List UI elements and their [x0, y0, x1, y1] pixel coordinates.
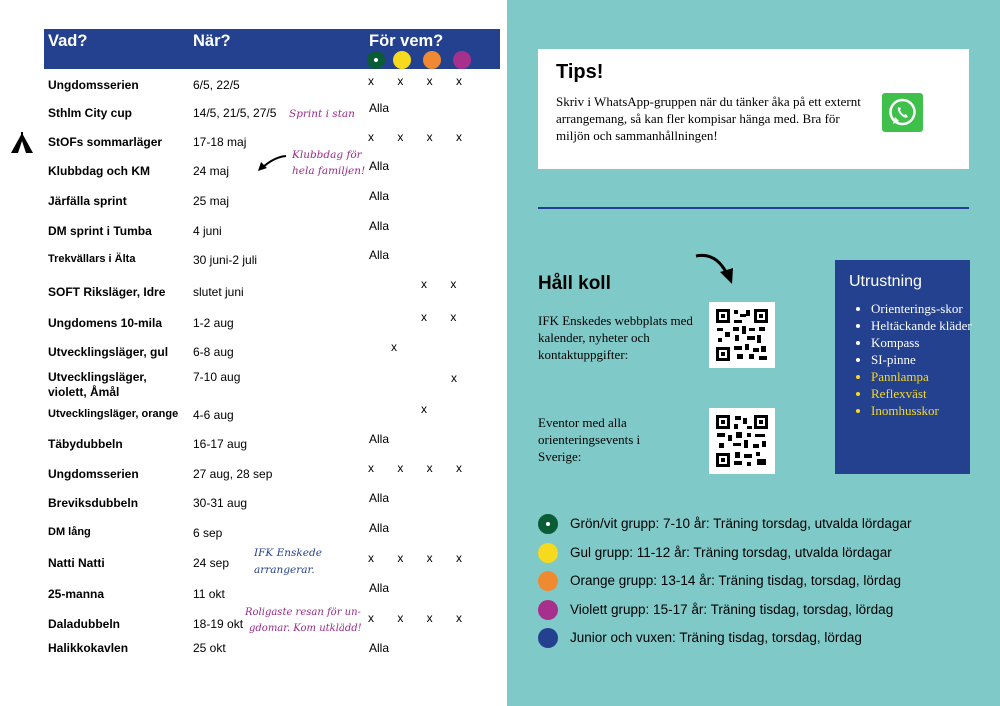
note-klubbdag-2: hela familjen! [292, 165, 366, 177]
list-item: • Orienterings-skor [871, 300, 981, 317]
violet-dot-icon [538, 600, 558, 620]
list-item: • SI-pinne [871, 351, 981, 368]
list-item: • Reflexväst [871, 385, 981, 402]
table-row: SOFT Riksläger, Idre slutet juni x x [48, 277, 457, 299]
green-white-dot-icon [538, 514, 558, 534]
tent-icon [10, 132, 34, 154]
utrustning-title: Utrustning [849, 273, 922, 290]
note-sprint: Sprint i stan [289, 108, 355, 120]
arrow-icon [256, 153, 288, 173]
table-row: Klubbdag och KM 24 maj Alla [48, 159, 390, 178]
violet-dot-icon [453, 51, 471, 69]
table-row: DM sprint i Tumba 4 juni Alla [48, 219, 390, 238]
table-row: Sthlm City cup 14/5, 21/5, 27/5 Alla [48, 101, 390, 120]
qr-code-webbplats[interactable] [709, 302, 775, 368]
legend-item-blue: Junior och vuxen: Träning tisdag, torsdag, lördag [538, 628, 558, 650]
table-row: StOFs sommarläger 17-18 maj x x x x [48, 130, 463, 149]
yellow-dot-icon [538, 543, 558, 563]
orange-dot-icon [423, 51, 441, 69]
legend-item-yellow: Gul grupp: 11-12 år: Träning torsdag, utvalda lördagar [538, 543, 558, 565]
table-row: Ungdomsserien 27 aug, 28 sep x x x x [48, 461, 463, 481]
hall-koll-title: Håll koll [538, 273, 611, 294]
blue-dot-icon [538, 628, 558, 648]
table-row: Trekvällars i Älta 30 juni-2 juli Alla [48, 248, 390, 267]
header-what: Vad? [48, 32, 88, 50]
tips-text: Skriv i WhatsApp-gruppen när du tänker åka på ett externt arrangemang, så kan fler kompisar hänga med. Bra för miljön och sammanhållningen! [556, 94, 861, 143]
list-item: • Pannlampa [871, 368, 981, 385]
note-roligaste-1: Roligaste resan för un- [245, 607, 361, 618]
legend-item-orange: Orange grupp: 13-14 år: Träning tisdag, torsdag, lördag [538, 571, 558, 593]
note-ifk-1: IFK Enskede [254, 547, 322, 559]
list-item: • Inomhusskor [871, 402, 981, 419]
header-who: För vem? [369, 32, 444, 50]
note-roligaste-2: gdomar. Kom utklädd! [249, 623, 362, 634]
whatsapp-icon [882, 93, 923, 132]
legend-item-green: Grön/vit grupp: 7-10 år: Träning torsdag, utvalda lördagar [538, 514, 558, 536]
table-row: DM lång 6 sep Alla [48, 521, 390, 540]
header-when: När? [193, 32, 231, 50]
hall-koll-text-2: Eventor med alla orienteringsevents i Sverige: [538, 415, 641, 464]
orange-dot-icon [538, 571, 558, 591]
list-item: • Kompass [871, 334, 981, 351]
table-row: Utvecklingsläger, violett, Åmål 7-10 aug x [48, 370, 457, 399]
utrustning-list [849, 300, 981, 419]
table-row: Natti Natti 24 sep x x x x [48, 551, 463, 570]
tips-box [538, 49, 969, 169]
table-row: Utvecklingsläger, orange 4-6 aug x [48, 402, 427, 422]
table-row: Halikkokavlen 25 okt Alla [48, 641, 390, 655]
legend-item-violet: Violett grupp: 15-17 år: Träning tisdag, torsdag, lördag [538, 600, 558, 622]
table-row: Ungdomsserien 6/5, 22/5 x x x x [48, 74, 463, 92]
table-row: Breviksdubbeln 30-31 aug Alla [48, 491, 390, 510]
table-row: Daladubbeln 18-19 okt x x x x [48, 611, 463, 631]
utrustning-box [835, 260, 970, 474]
table-row: 25-manna 11 okt Alla [48, 581, 390, 601]
list-item: • Heltäckande kläder [871, 317, 981, 334]
table-row: Ungdomens 10-mila 1-2 aug x x [48, 310, 457, 330]
note-klubbdag-1: Klubbdag för [292, 149, 362, 161]
curved-arrow-icon [694, 250, 736, 286]
hall-koll-text-1: IFK Enskedes webbplats med kalender, nyheter och kontaktuppgifter: [538, 313, 693, 362]
table-row: Utvecklingsläger, gul 6-8 aug x [48, 340, 397, 359]
note-ifk-2: arrangerar. [254, 564, 315, 576]
yellow-dot-icon [393, 51, 411, 69]
qr-code-eventor[interactable] [709, 408, 775, 474]
divider [538, 207, 969, 209]
tips-title: Tips! [556, 61, 604, 83]
green-dot-icon [367, 51, 385, 69]
table-row: Järfälla sprint 25 maj Alla [48, 189, 390, 208]
table-row: Täbydubbeln 16-17 aug Alla [48, 432, 390, 451]
table-header [44, 29, 500, 69]
